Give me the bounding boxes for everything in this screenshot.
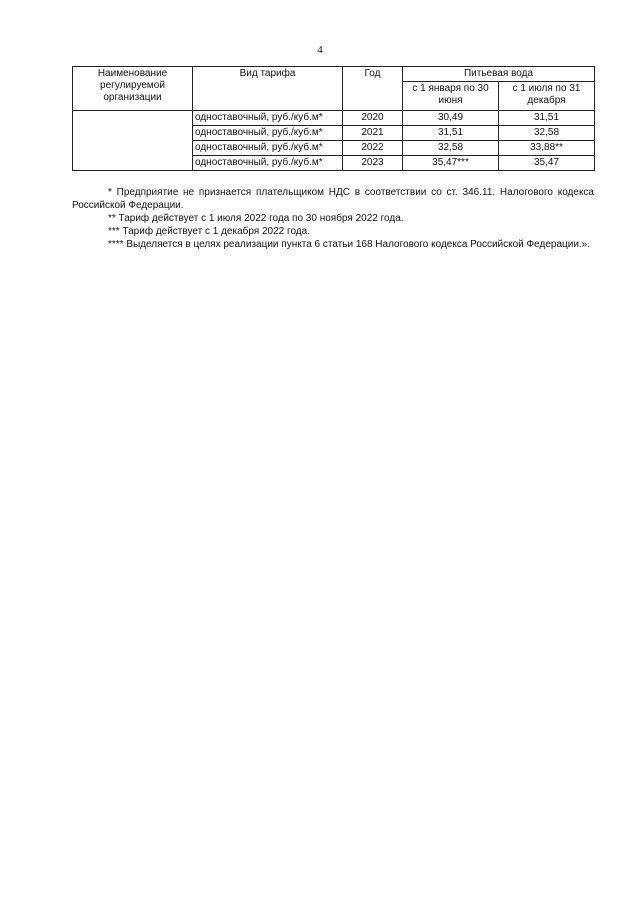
tariff-kind-cell: одноставочный, руб./куб.м* [193, 141, 343, 156]
footnote-tariff-december: *** Тариф действует с 1 декабря 2022 года. [108, 226, 310, 237]
page-number: 4 [317, 44, 323, 56]
footnote-vat-allocation: **** Выделяется в целях реализации пункта 6 статьи 168 Налогового кодекса Российской Федерации.». [108, 239, 591, 250]
period-2-cell: 31,51 [499, 111, 595, 126]
org-cell [73, 111, 193, 171]
tariff-kind-cell: одноставочный, руб./куб.м* [193, 111, 343, 126]
header-period-1: с 1 января по 30 июня [403, 82, 499, 111]
period-1-cell: 30,49 [403, 111, 499, 126]
tariff-kind-cell: одноставочный, руб./куб.м* [193, 126, 343, 141]
footnotes [72, 186, 594, 251]
year-cell: 2021 [343, 126, 403, 141]
year-cell: 2020 [343, 111, 403, 126]
table-header-row [73, 67, 595, 82]
period-2-cell: 33,88** [499, 141, 595, 156]
period-2-cell: 35,47 [499, 156, 595, 171]
header-year: Год [343, 67, 403, 111]
period-2-cell: 32,58 [499, 126, 595, 141]
table-row [73, 111, 595, 126]
period-1-cell: 35,47*** [403, 156, 499, 171]
header-org: Наименование регулируемой организации [73, 67, 193, 111]
period-1-cell: 32,58 [403, 141, 499, 156]
year-cell: 2022 [343, 141, 403, 156]
header-tariff-kind: Вид тарифа [193, 67, 343, 111]
header-drinking-water: Питьевая вода [403, 67, 595, 82]
tariff-kind-cell: одноставочный, руб./куб.м* [193, 156, 343, 171]
tariff-table [72, 66, 595, 171]
footnote-tariff-period: ** Тариф действует с 1 июля 2022 года по 30 ноября 2022 года. [108, 213, 404, 224]
footnote-vat: * Предприятие не признается плательщиком НДС в соответствии со ст. 346.11. Налогового кодекса Российской Федерации. [72, 187, 594, 211]
header-period-2: с 1 июля по 31 декабря [499, 82, 595, 111]
year-cell: 2023 [343, 156, 403, 171]
period-1-cell: 31,51 [403, 126, 499, 141]
